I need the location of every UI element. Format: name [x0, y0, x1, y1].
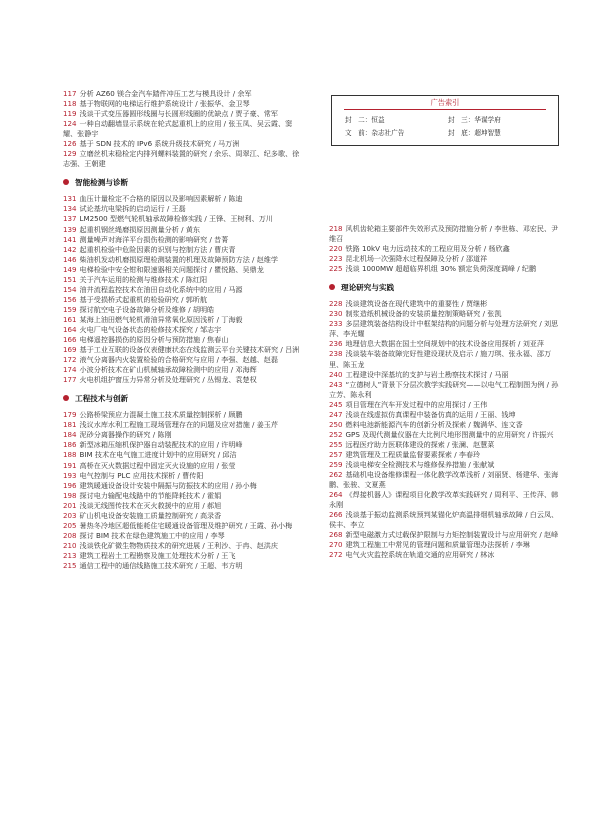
- toc-entry[interactable]: [63, 461, 303, 471]
- section-heading-text: 工程技术与创新: [75, 394, 129, 404]
- entry-title: 项目管理在汽车开发过程中的应用探讨 / 王伟: [345, 399, 488, 409]
- entry-title: 浅议水库水利工程施工现场管理存在的问题及应对措施 / 姜玉芹: [79, 420, 278, 430]
- entry-title: 分析 AZ60 镁合金汽车踏件冲压工艺与模具设计 / 余军: [79, 89, 252, 98]
- page-number: 257: [329, 449, 343, 459]
- entry-title: 浅谈在线虚拟仿真课程中装备仿真的运用 / 王丽、钱坤: [345, 409, 516, 419]
- entry-title: BIM 技术在电气施工进度计划中的应用研究 / 邱洁: [79, 450, 237, 460]
- toc-entry[interactable]: [329, 309, 562, 319]
- entry-title: 公路桥梁预应力混凝土施工技术质量控制探析 / 顾鹏: [79, 410, 243, 420]
- page-number: 118: [63, 99, 77, 109]
- entry-title: 浅谈基于振动监测系统预判某锚化炉高温排烟机轴承故障 / 白云凤、侯丰、李立: [329, 510, 559, 530]
- toc-entry[interactable]: [63, 440, 303, 450]
- page-number: 247: [329, 409, 343, 419]
- toc-entry[interactable]: [63, 450, 303, 460]
- toc-entry[interactable]: [329, 319, 562, 339]
- page-number: 129: [63, 149, 77, 159]
- toc-entry[interactable]: [63, 430, 303, 440]
- toc-entry[interactable]: [63, 335, 303, 345]
- page-number: 213: [63, 550, 77, 560]
- page-number: 179: [63, 410, 77, 420]
- page-number: 272: [329, 550, 343, 560]
- entry-title: 新型电磁激力式过载保护限制与力矩控制装置设计与应用研究 / 赵峰: [345, 530, 559, 540]
- ad-index-entry: 封 二：恒益: [345, 116, 385, 124]
- page-number: 188: [63, 450, 77, 460]
- entry-title: LM2500 型燃气轮机轴承故障检修实践 / 王锋、王树利、万川: [79, 214, 273, 224]
- page-number: 161: [63, 314, 77, 324]
- section-heading: [63, 393, 303, 404]
- entry-title: 电气火灾监控系统在轨道交通的应用研究 / 林冰: [345, 550, 495, 560]
- page-number: 172: [63, 355, 77, 365]
- ad-index-box: [331, 95, 559, 146]
- page-number: 240: [329, 369, 343, 379]
- entry-title: 浅谈电梯安全检测技术与维修保养措施 / 张献斌: [345, 459, 495, 469]
- entry-title: 基于物联网的电梯运行维护系统设计 / 张振华、金卫琴: [79, 99, 250, 109]
- entry-title: 浅谈建筑设备在现代建筑中的重要性 / 贾继彬: [345, 299, 488, 309]
- entry-title: 浅谈无线图传技术在灭火救援中的应用 / 郝旭: [79, 500, 222, 510]
- entry-title: 油井流程监控技术在油田自动化系统中的应用 / 马源: [79, 284, 243, 294]
- bullet-dot-icon: [329, 284, 335, 290]
- toc-entry[interactable]: [63, 119, 303, 139]
- page-number: 146: [63, 254, 77, 264]
- entry-title: 建筑工程施工中常见的管理问题和质量管理办法探析 / 李琳: [345, 540, 530, 550]
- entry-title: 基础机电设备维修课程一体化教学改革浅析 / 刘丽贤、杨建华、张海鹏、张骏、文夏燕: [329, 470, 559, 490]
- page-number: 134: [63, 204, 77, 214]
- entry-title: 铁路 10kV 电力远动技术的工程应用及分析 / 杨欣鑫: [345, 244, 510, 254]
- toc-entry[interactable]: [63, 355, 303, 365]
- toc-entry[interactable]: [63, 365, 303, 375]
- entry-title: 多层建筑装备结构设计中框架结构的问题分析与处理方法研究 / 刘思萍、李光耀: [329, 319, 559, 339]
- page-number: 193: [63, 470, 77, 480]
- toc-entry[interactable]: [63, 521, 303, 531]
- entry-title: 电梯遥控器损伤的原因分析与预防措施 / 焦春山: [79, 335, 229, 345]
- toc-entry[interactable]: [63, 99, 303, 109]
- entry-title: 浅谈装车装备故障完好性建设现状及启示 / 施刀琪、张永福、邵万里、陈玉龙: [329, 349, 552, 369]
- toc-left-column: [63, 89, 303, 571]
- entry-title: 地理信息大数据在国土空间规划中的技术设备应用探析 / 刘亚萍: [345, 339, 544, 349]
- page-number: 203: [63, 510, 77, 520]
- entry-title: 柴油机发动机磨损原理检测装置的机理及故障预防方法 / 赵维学: [79, 254, 278, 264]
- ad-index-divider: [344, 109, 546, 110]
- page-number: 184: [63, 430, 77, 440]
- page-number: 266: [329, 510, 343, 520]
- toc-entry[interactable]: [63, 551, 303, 561]
- toc-entry[interactable]: [329, 420, 562, 430]
- page-number: 151: [63, 274, 77, 284]
- page-number: 166: [63, 335, 77, 345]
- entry-title: 昆北机场一次强降水过程保障及分析 / 邵道祥: [345, 254, 488, 264]
- entry-title: 建筑工程岩土工程勘察及施工处理技术分析 / 王飞: [79, 550, 236, 560]
- entry-title: “立德树人”背景下分层次教学实践研究——以电气工程制图为例 / 孙立芳、陈永利: [329, 379, 559, 399]
- entry-title: 《焊接机器人》课程项目化教学改革实践研究 / 周利平、王传萍、韩永刚: [329, 490, 559, 510]
- toc-entry[interactable]: [63, 481, 303, 491]
- toc-right-column: [329, 224, 562, 560]
- page-number: 117: [63, 89, 77, 98]
- page-number: 230: [329, 309, 343, 319]
- page-number: 119: [63, 109, 77, 119]
- toc-entry[interactable]: [63, 204, 303, 214]
- entry-title: 测量噪声对海洋平台损伤检测的影响研究 / 昔菁: [79, 234, 229, 244]
- entry-title: 关于汽车运用的检测与维修技术 / 陈红阳: [79, 274, 208, 284]
- entry-title: 浅谈铁化矿微生物物质技术的研究进展 / 王利沙、于冉、赵洪庆: [79, 540, 278, 550]
- toc-entry[interactable]: [329, 440, 562, 450]
- entry-title: 探讨 BIM 技术在绿色建筑施工中的应用 / 李琴: [79, 530, 225, 540]
- entry-title: 血压计量检定不合格的原因以及影响因素解析 / 陈迪: [79, 194, 243, 204]
- entry-title: 基于 SDN 技术的 IPv6 系统升级技术研究 / 马万洲: [79, 139, 240, 149]
- toc-entry[interactable]: [63, 305, 303, 315]
- page-number: 201: [63, 500, 77, 510]
- page-number: 233: [329, 319, 343, 329]
- toc-entry[interactable]: [63, 225, 303, 235]
- entry-title: 浅谈干式变压器圆形线圈与长圆形线圈的优缺点 / 贾子豪、常军: [79, 109, 278, 119]
- page-number: 177: [63, 375, 77, 385]
- entry-title: 浅谈 1000MW 超超临界机组 30% 额定负荷深度调峰 / 纪鹏: [345, 264, 537, 274]
- toc-entry[interactable]: [63, 501, 303, 511]
- page-number: 243: [329, 379, 343, 389]
- toc-entry[interactable]: [329, 470, 562, 490]
- entry-title: 起重机检验中危险因素的识别与控制方法 / 曹庆青: [79, 244, 236, 254]
- toc-entry[interactable]: [329, 530, 562, 540]
- page-number: 154: [63, 284, 77, 294]
- page-number: 259: [329, 459, 343, 469]
- page-number: 139: [63, 224, 77, 234]
- toc-entry[interactable]: [63, 345, 303, 355]
- entry-title: 泥砂分离器操作的研究 / 陈刚: [79, 430, 172, 440]
- page-number: 156: [63, 294, 77, 304]
- page-number: 215: [63, 560, 77, 570]
- entry-title: 火电厂电气设备状态的检修技术探究 / 邹志宇: [79, 324, 222, 334]
- page-number: 169: [63, 345, 77, 355]
- toc-entry[interactable]: [329, 450, 562, 460]
- toc-entry[interactable]: [63, 214, 303, 224]
- toc-entry[interactable]: [329, 380, 562, 400]
- entry-title: 起重机钢丝绳磨损原因测量分析 / 黄东: [79, 224, 200, 234]
- section-heading: [329, 282, 562, 293]
- toc-entry[interactable]: [63, 325, 303, 335]
- toc-entry[interactable]: [63, 89, 303, 99]
- toc-entry[interactable]: [329, 490, 562, 510]
- toc-entry[interactable]: [63, 255, 303, 265]
- section-heading: [63, 177, 303, 188]
- toc-entry[interactable]: [329, 244, 562, 254]
- bullet-dot-icon: [63, 395, 69, 401]
- page-number: 262: [329, 470, 343, 480]
- toc-entry[interactable]: [63, 149, 303, 169]
- entry-title: GPS 及现代测量仪器在大比例尺地形图测量中的应用研究 / 许振兴: [345, 429, 554, 439]
- page-number: 220: [329, 244, 343, 254]
- entry-title: 电梯检验中安全钳和限速器相关问题探讨 / 瞿悦路、吴鼎龙: [79, 264, 264, 274]
- page-number: 228: [329, 299, 343, 309]
- toc-entry[interactable]: [63, 265, 303, 275]
- toc-entry[interactable]: [329, 410, 562, 420]
- toc-entry[interactable]: [329, 540, 562, 550]
- toc-entry[interactable]: [329, 370, 562, 380]
- page-number: 174: [63, 365, 77, 375]
- page-number: 137: [63, 214, 77, 224]
- page-number: 131: [63, 194, 77, 204]
- ad-index-entry: 封 底：超坤智慧: [448, 129, 501, 137]
- toc-entry[interactable]: [63, 561, 303, 571]
- entry-title: 暑热冬冷地区超低能耗住宅暖通设备管理及维护研究 / 王霞、孙小梅: [79, 520, 293, 530]
- page-number: 205: [63, 520, 77, 530]
- page-number: 210: [63, 540, 77, 550]
- ad-index-entry: 文 前：杂志社广告: [345, 129, 405, 137]
- entry-title: 小波分析技术在矿山机械轴承故障检测中的应用 / 邓海辉: [79, 365, 257, 375]
- toc-entry[interactable]: [63, 109, 303, 119]
- page-number: 159: [63, 304, 77, 314]
- toc-entry[interactable]: [329, 254, 562, 264]
- entry-title: 制浆造纸机械设备的安装质量控制策略研究 / 张凯: [345, 309, 502, 319]
- entry-title: 高桥在灭火数据过程中固定灭火设施的应用 / 张莹: [79, 460, 236, 470]
- toc-entry[interactable]: [329, 224, 562, 244]
- toc-entry[interactable]: [63, 285, 303, 295]
- entry-title: 火电机组护窗压力异常分析及处理研究 / 丛锡龙、袁楚权: [79, 375, 257, 385]
- page-number: 196: [63, 480, 77, 490]
- page-number: 252: [329, 429, 343, 439]
- toc-entry[interactable]: [63, 541, 303, 551]
- toc-entry[interactable]: [329, 550, 562, 560]
- entry-title: 立磨丝机末稳检定内排列螺料装置的研究 / 余乐、周翠江、纪多歌、徐志强、王朝建: [63, 149, 300, 169]
- page-number: 225: [329, 264, 343, 274]
- entry-title: 一种自动翻墙显示系统在轮式起重机上的应用 / 张玉凤、吴云霞、窦耀、张静宇: [63, 119, 293, 139]
- entry-title: 风机齿轮箱主要部件失效形式及预防措施分析 / 李世栋、邓宏民、尹维召: [329, 224, 559, 244]
- entry-title: 基于工业互联的设备仪表健康状态在线监测云平台关键技术研究 / 吕洲: [79, 345, 300, 355]
- entry-title: 探讨航空电子设备故障分析及维修 / 胡明皓: [79, 304, 215, 314]
- page-number: 245: [329, 399, 343, 409]
- toc-entry[interactable]: [63, 275, 303, 285]
- page-number: 250: [329, 419, 343, 429]
- page-number: 218: [329, 224, 343, 233]
- entry-title: 工程建设中深基坑的支护与岩土勘察技术探讨 / 马丽: [345, 369, 509, 379]
- entry-title: 电气控制与 PLC 应用技术探析 / 曹传阳: [79, 470, 204, 480]
- page-number: 223: [329, 254, 343, 264]
- toc-entry[interactable]: [63, 511, 303, 521]
- page-number: 238: [329, 349, 343, 359]
- page-number: 141: [63, 234, 77, 244]
- toc-entry[interactable]: [63, 375, 303, 385]
- page-number: 186: [63, 440, 77, 450]
- page-number: 208: [63, 530, 77, 540]
- page-number: 236: [329, 339, 343, 349]
- toc-entry[interactable]: [329, 430, 562, 440]
- toc-entry[interactable]: [63, 471, 303, 481]
- page-number: 264: [329, 490, 343, 500]
- toc-entry[interactable]: [329, 400, 562, 410]
- page-number: 198: [63, 490, 77, 500]
- toc-entry[interactable]: [63, 315, 303, 325]
- section-heading-text: 理论研究与实践: [341, 283, 395, 293]
- page-number: 268: [329, 530, 343, 540]
- toc-entry[interactable]: [329, 460, 562, 470]
- page-number: 181: [63, 420, 77, 430]
- toc-entry[interactable]: [329, 339, 562, 349]
- page-number: 142: [63, 244, 77, 254]
- page-number: 191: [63, 460, 77, 470]
- toc-entry[interactable]: [329, 510, 562, 530]
- entry-title: 建筑暖通设备设计安装中隔振与防振技术的应用 / 孙小梅: [79, 480, 257, 490]
- entry-title: 试论基坑电梁拆的启动运行 / 王磊: [79, 204, 186, 214]
- entry-title: 矿山机电设备安装施工质量控制研究 / 高录香: [79, 510, 222, 520]
- entry-title: 新型冰箱压缩机保护器自动装配技术的应用 / 许明峰: [79, 440, 243, 450]
- entry-title: 液气分离器内火装置检验的合格研究与应用 / 李强、赵越、赵磊: [79, 355, 278, 365]
- toc-entry[interactable]: [63, 420, 303, 430]
- page-number: 164: [63, 324, 77, 334]
- entry-title: 远程医疗助力医联体建设的探索 / 张澜、赵慧菜: [345, 439, 495, 449]
- toc-entry[interactable]: [63, 295, 303, 305]
- entry-title: 探讨电力输配电线路中的节能降耗技术 / 霍娟: [79, 490, 222, 500]
- toc-entry[interactable]: [63, 139, 303, 149]
- page-number: 255: [329, 439, 343, 449]
- page-number: 126: [63, 139, 77, 149]
- toc-entry[interactable]: [63, 235, 303, 245]
- toc-entry[interactable]: [329, 264, 562, 274]
- entry-title: 基于受损桥式起重机的检验研究 / 郭昕航: [79, 294, 208, 304]
- entry-title: 通信工程中的通信线路施工技术研究 / 王超、韦方明: [79, 560, 243, 570]
- entry-title: 某海上油田燃气轮机滑油异常氧化原因浅析 / 丁海毅: [79, 314, 243, 324]
- entry-title: 建筑管理及工程质量监督要素探索 / 李春玲: [345, 449, 481, 459]
- page-number: 124: [63, 119, 77, 129]
- toc-entry[interactable]: [63, 194, 303, 204]
- toc-entry[interactable]: [63, 410, 303, 420]
- toc-entry[interactable]: [63, 531, 303, 541]
- toc-entry[interactable]: [329, 299, 562, 309]
- page-number: 149: [63, 264, 77, 274]
- toc-entry[interactable]: [329, 349, 562, 369]
- ad-index-title: 广告索引: [430, 98, 460, 107]
- entry-title: 燃料电池新能源汽车的创新分析及探索 / 魏满华、连文香: [345, 419, 523, 429]
- toc-entry[interactable]: [63, 245, 303, 255]
- toc-entry[interactable]: [63, 491, 303, 501]
- page-number: 270: [329, 540, 343, 550]
- ad-index-entry: 封 三：华谋学府: [448, 116, 501, 124]
- section-heading-text: 智能检测与诊断: [75, 178, 129, 188]
- bullet-dot-icon: [63, 179, 69, 185]
